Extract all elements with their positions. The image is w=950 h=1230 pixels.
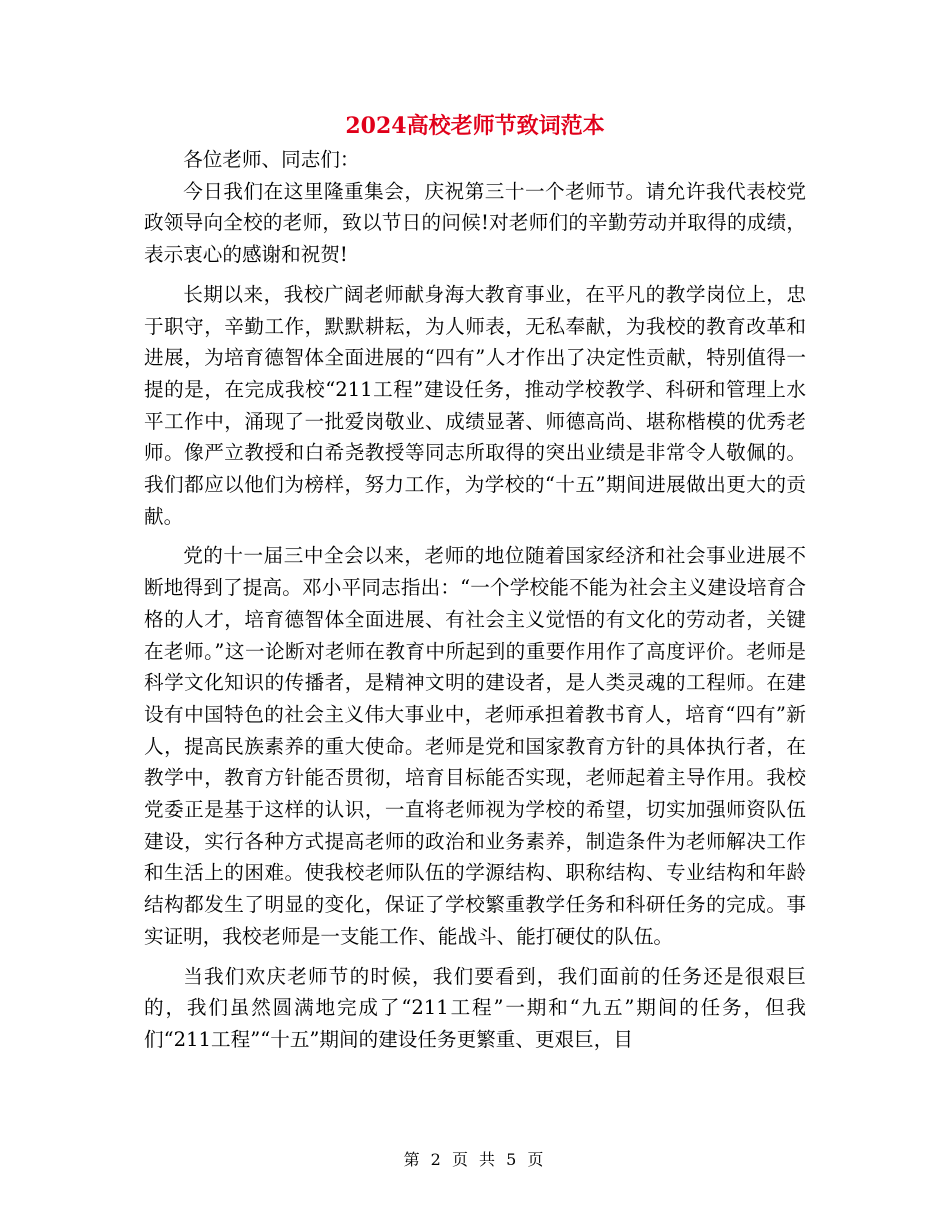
document-title: 2024高校老师节致词范本 (345, 113, 605, 139)
paragraph-4: 当我们欢庆老师节的时候，我们要看到，我们面前的任务还是很艰巨的，我们虽然圆满地完成了“211工程”一期和“九五”期间的任务，但我们“211工程”“十五”期间的建设任务更繁重、更艰巨，目 (144, 964, 806, 1051)
page-number-footer: 第 2 页 共 5 页 (403, 1150, 547, 1169)
paragraph-2: 长期以来，我校广阔老师献身海大教育事业，在平凡的教学岗位上，忠于职守，辛勤工作，默默耕耘，为人师表，无私奉献，为我校的教育改革和进展，为培育德智体全面进展的“四有”人才作出了决定性贡献，特别值得一提的是，在完成我校“211工程”建设任务，推动学校教学、科研和管理上水平工作中，涌现了一批爱岗敬业、成绩显著、师德高尚、堪称楷模的优秀老师。像严立教授和白希尧教授等同志所取得的突出业绩是非常令人敬佩的。我们都应以他们为榜样，努力工作，为学校的“十五”期间进展做出更大的贡献。 (144, 282, 806, 528)
paragraph-salutation: 各位老师、同志们： (183, 148, 360, 171)
paragraph-3: 党的十一届三中全会以来，老师的地位随着国家经济和社会事业进展不断地得到了提高。邓小平同志指出：“一个学校能不能为社会主义建设培育合格的人才，培育德智体全面进展、有社会主义觉悟的有文化的劳动者，关键在老师。”这一论断对老师在教育中所起到的重要作用作了高度评价。老师是科学文化知识的传播者，是精神文明的建设者，是人类灵魂的工程师。在建设有中国特色的社会主义伟大事业中，老师承担着教书育人，培育“四有”新人，提高民族素养的重大使命。老师是党和国家教育方针的具体执行者，在教学中，教育方针能否贯彻，培育目标能否实现，老师起着主导作用。我校党委正是基于这样的认识，一直将老师视为学校的希望，切实加强师资队伍建设，实行各种方式提高老师的政治和业务素养，制造条件为老师解决工作和生活上的困难。使我校老师队伍的学源结构、职称结构、专业结构和年龄结构都发生了明显的变化，保证了学校繁重教学任务和科研任务的完成。事实证明，我校老师是一支能工作、能战斗、能打硬仗的队伍。 (144, 544, 806, 948)
paragraph-1: 今日我们在这里隆重集会，庆祝第三十一个老师节。请允许我代表校党政领导向全校的老师，致以节日的问候!对老师们的辛勤劳动并取得的成绩，表示衷心的感谢和祝贺! (144, 179, 806, 267)
document-body (144, 144, 806, 1056)
